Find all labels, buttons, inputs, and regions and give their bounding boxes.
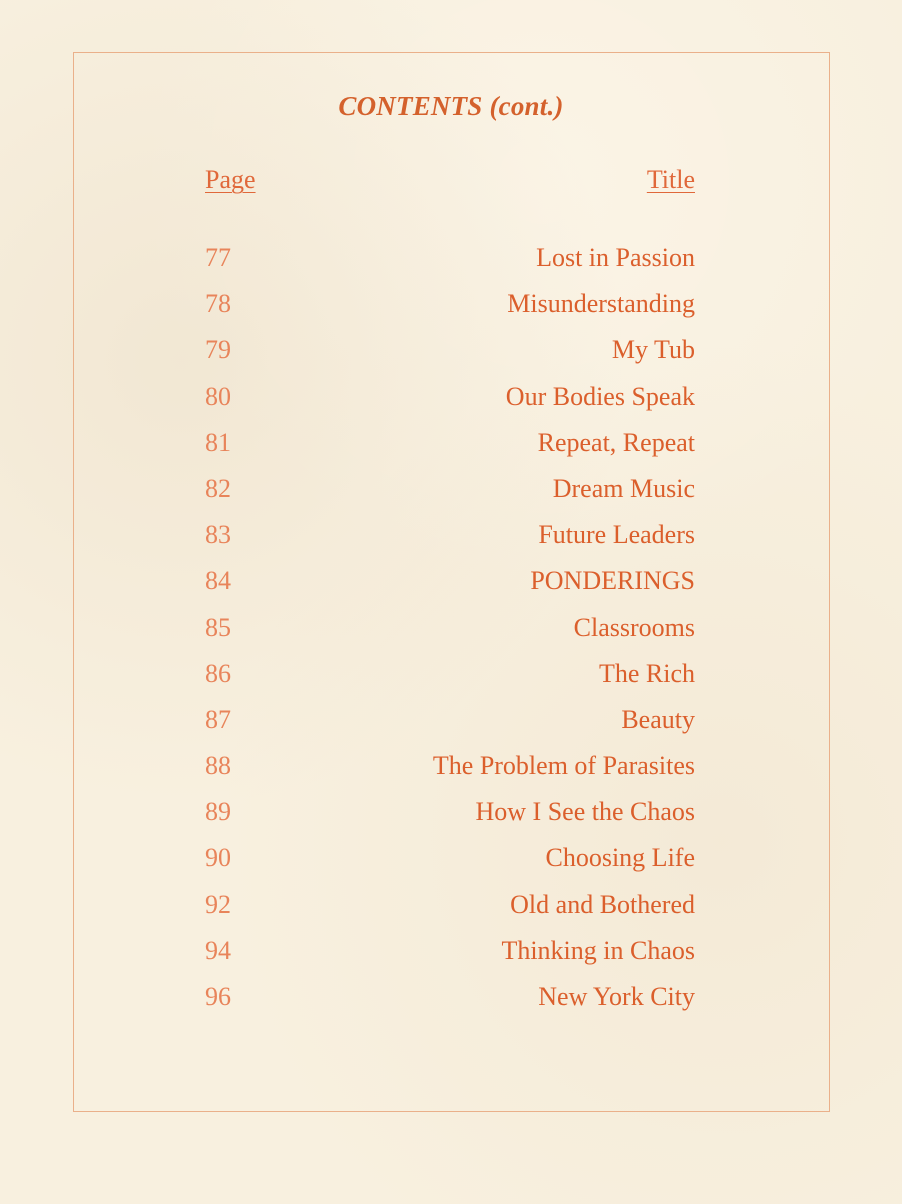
toc-page-number: 83 [205, 520, 231, 550]
toc-entry-title: Thinking in Chaos [501, 935, 695, 965]
page-title: CONTENTS (cont.) [338, 91, 564, 121]
toc-entry [205, 566, 695, 612]
toc-entry-title: Our Bodies Speak [505, 381, 695, 411]
toc-entry [205, 659, 695, 705]
toc-entry-title: New York City [538, 982, 695, 1011]
toc-page-number: 92 [205, 889, 231, 919]
table-of-contents-list [205, 243, 695, 1028]
toc-page-number: 96 [205, 982, 231, 1011]
toc-entry-title: PONDERINGS [530, 566, 695, 596]
toc-entry [205, 936, 695, 982]
toc-page-number: 81 [205, 427, 231, 457]
toc-page-number: 89 [205, 797, 231, 827]
toc-entry [205, 705, 695, 751]
toc-entry-title: Choosing Life [545, 843, 695, 873]
toc-entry [205, 335, 695, 381]
toc-entry-title: Lost in Passion [536, 243, 695, 272]
toc-page-number: 82 [205, 473, 231, 503]
toc-entry [205, 382, 695, 428]
toc-entry-title: How I See the Chaos [475, 797, 695, 827]
toc-entry [205, 474, 695, 520]
toc-entry [205, 982, 695, 1028]
title-column-header: Title [646, 165, 695, 194]
toc-entry-title: Future Leaders [538, 520, 695, 550]
toc-page-number: 90 [205, 843, 231, 873]
toc-page-number: 94 [205, 935, 231, 965]
toc-entry [205, 797, 695, 843]
toc-page-number: 78 [205, 289, 231, 319]
toc-entry-title: Misunderstanding [507, 289, 695, 319]
toc-entry [205, 243, 695, 289]
toc-entry-title: The Rich [598, 658, 695, 688]
toc-entry [205, 613, 695, 659]
toc-entry-title: Repeat, Repeat [537, 427, 695, 457]
toc-page-number: 79 [205, 335, 231, 365]
toc-page-number: 77 [205, 243, 231, 272]
toc-entry-title: Beauty [621, 704, 695, 734]
toc-entry [205, 751, 695, 797]
toc-entry-title: The Problem of Parasites [432, 751, 695, 781]
toc-page-number: 80 [205, 381, 231, 411]
toc-entry [205, 520, 695, 566]
toc-entry-title: Dream Music [552, 473, 695, 503]
toc-entry-title: Classrooms [573, 612, 695, 642]
toc-entry [205, 890, 695, 936]
toc-entry-title: Old and Bothered [510, 889, 695, 919]
toc-page-number: 88 [205, 751, 231, 781]
toc-entry [205, 428, 695, 474]
page-column-header: Page [205, 165, 256, 194]
toc-page-number: 87 [205, 704, 231, 734]
toc-page-number: 85 [205, 612, 231, 642]
toc-entry [205, 289, 695, 335]
toc-page-number: 84 [205, 566, 231, 596]
toc-entry [205, 843, 695, 889]
toc-page-number: 86 [205, 658, 231, 688]
toc-entry-title: My Tub [611, 335, 695, 365]
